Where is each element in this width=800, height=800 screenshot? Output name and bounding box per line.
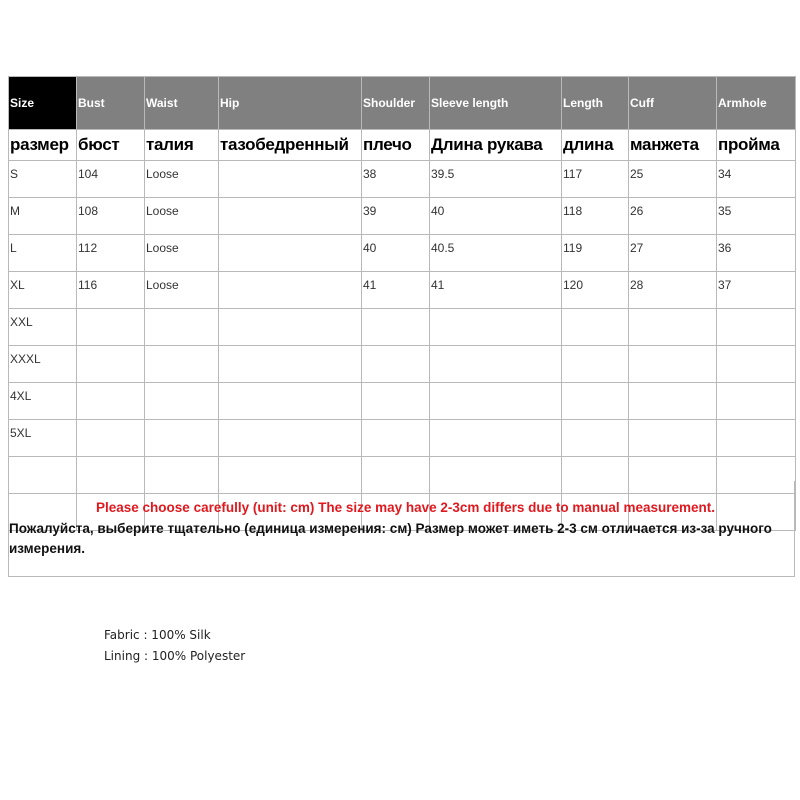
table-cell: Loose xyxy=(145,235,219,272)
table-cell: S xyxy=(9,161,77,198)
table-cell xyxy=(77,346,145,383)
header-ru-length: длина xyxy=(562,130,629,161)
table-cell: 39.5 xyxy=(430,161,562,198)
header-ru-waist: талия xyxy=(145,130,219,161)
table-row xyxy=(9,346,796,383)
table-cell xyxy=(145,346,219,383)
table-cell xyxy=(145,420,219,457)
table-cell: XL xyxy=(9,272,77,309)
header-armhole: Armhole xyxy=(717,77,796,130)
table-cell xyxy=(77,383,145,420)
header-row-russian xyxy=(9,130,796,161)
measurement-note xyxy=(8,481,795,577)
header-ru-bust: бюст xyxy=(77,130,145,161)
header-ru-armhole: пройма xyxy=(717,130,796,161)
table-cell xyxy=(629,346,717,383)
table-cell xyxy=(362,346,430,383)
table-cell xyxy=(717,309,796,346)
fabric-line: Fabric : 100% Silk xyxy=(104,628,211,642)
table-cell: 35 xyxy=(717,198,796,235)
table-cell: 25 xyxy=(629,161,717,198)
table-row xyxy=(9,383,796,420)
lining-line: Lining : 100% Polyester xyxy=(104,649,246,663)
table-cell xyxy=(77,309,145,346)
table-row xyxy=(9,272,796,309)
table-cell xyxy=(219,383,362,420)
table-cell xyxy=(430,383,562,420)
table-cell xyxy=(219,272,362,309)
table-cell: Loose xyxy=(145,161,219,198)
table-cell: 27 xyxy=(629,235,717,272)
table-cell: 104 xyxy=(77,161,145,198)
table-cell: M xyxy=(9,198,77,235)
table-cell: 41 xyxy=(430,272,562,309)
header-cuff: Cuff xyxy=(629,77,717,130)
header-length: Length xyxy=(562,77,629,130)
table-cell: 120 xyxy=(562,272,629,309)
header-bust: Bust xyxy=(77,77,145,130)
table-row xyxy=(9,420,796,457)
table-row xyxy=(9,198,796,235)
table-cell xyxy=(562,309,629,346)
table-cell xyxy=(77,420,145,457)
table-cell: 112 xyxy=(77,235,145,272)
table-cell xyxy=(629,309,717,346)
table-cell: L xyxy=(9,235,77,272)
header-ru-cuff: манжета xyxy=(629,130,717,161)
header-ru-sleeve-length: Длина рукава xyxy=(430,130,562,161)
table-cell: 108 xyxy=(77,198,145,235)
table-cell: Loose xyxy=(145,198,219,235)
table-cell xyxy=(430,309,562,346)
header-ru-hip: тазобедренный xyxy=(219,130,362,161)
table-cell: 117 xyxy=(562,161,629,198)
table-cell: 4XL xyxy=(9,383,77,420)
table-cell: Loose xyxy=(145,272,219,309)
table-cell xyxy=(430,420,562,457)
table-cell: 28 xyxy=(629,272,717,309)
table-cell: 116 xyxy=(77,272,145,309)
table-cell xyxy=(629,420,717,457)
table-cell xyxy=(362,420,430,457)
table-row xyxy=(9,235,796,272)
table-cell xyxy=(219,161,362,198)
table-cell: 40 xyxy=(362,235,430,272)
table-cell: 41 xyxy=(362,272,430,309)
header-hip: Hip xyxy=(219,77,362,130)
note-english: Please choose carefully (unit: cm) The size may have 2-3cm differs due to manual measurement. xyxy=(96,500,715,515)
table-cell xyxy=(219,235,362,272)
header-row xyxy=(9,77,796,130)
table-cell xyxy=(219,198,362,235)
table-cell xyxy=(717,383,796,420)
table-cell: XXXL xyxy=(9,346,77,383)
table-cell xyxy=(219,420,362,457)
table-cell: 26 xyxy=(629,198,717,235)
table-cell xyxy=(562,420,629,457)
table-cell xyxy=(562,383,629,420)
table-cell: 34 xyxy=(717,161,796,198)
table-cell xyxy=(717,420,796,457)
header-waist: Waist xyxy=(145,77,219,130)
header-size: Size xyxy=(9,77,77,130)
table-cell xyxy=(362,383,430,420)
header-sleeve-length: Sleeve length xyxy=(430,77,562,130)
table-cell xyxy=(717,346,796,383)
table-cell: 5XL xyxy=(9,420,77,457)
table-cell: 118 xyxy=(562,198,629,235)
table-cell: 39 xyxy=(362,198,430,235)
table-cell xyxy=(219,309,362,346)
table-cell: XXL xyxy=(9,309,77,346)
note-russian: Пожалуйста, выберите тщательно (единица измерения: см) Размер может иметь 2-3 см отличается из-за ручного измерения. xyxy=(9,521,772,556)
table-cell xyxy=(362,309,430,346)
size-table xyxy=(8,76,796,531)
table-cell: 37 xyxy=(717,272,796,309)
table-cell: 119 xyxy=(562,235,629,272)
table-cell: 38 xyxy=(362,161,430,198)
table-cell xyxy=(145,309,219,346)
fabric-info xyxy=(104,625,245,667)
table-row xyxy=(9,309,796,346)
header-shoulder: Shoulder xyxy=(362,77,430,130)
table-cell: 40.5 xyxy=(430,235,562,272)
size-chart xyxy=(8,76,795,531)
table-row xyxy=(9,161,796,198)
header-ru-size: размер xyxy=(9,130,77,161)
header-ru-shoulder: плечо xyxy=(362,130,430,161)
table-cell xyxy=(219,346,362,383)
table-cell: 36 xyxy=(717,235,796,272)
table-cell xyxy=(145,383,219,420)
table-cell xyxy=(562,346,629,383)
table-cell xyxy=(629,383,717,420)
table-cell: 40 xyxy=(430,198,562,235)
table-cell xyxy=(430,346,562,383)
